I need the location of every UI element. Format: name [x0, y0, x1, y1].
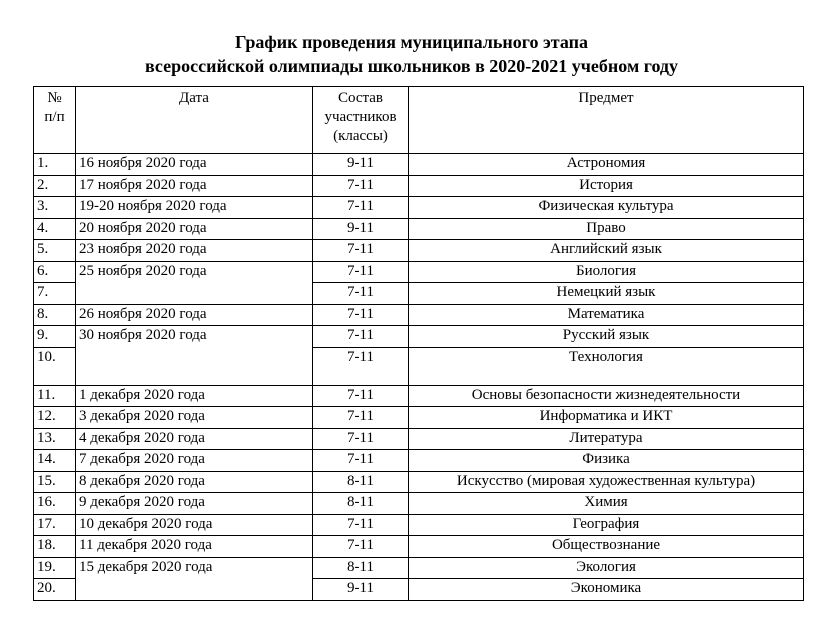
table-row: [34, 385, 804, 407]
row-date: 4 декабря 2020 года: [76, 428, 313, 450]
row-grades: 8-11: [313, 557, 409, 579]
header-subject: Предмет: [409, 87, 804, 154]
table-row: [34, 493, 804, 515]
row-date: 11 декабря 2020 года: [76, 536, 313, 558]
row-grades: 7-11: [313, 536, 409, 558]
row-subject: Основы безопасности жизнедеятельности: [409, 385, 804, 407]
row-subject: Физика: [409, 450, 804, 472]
row-date: 7 декабря 2020 года: [76, 450, 313, 472]
row-date: 9 декабря 2020 года: [76, 493, 313, 515]
document-title: [0, 30, 823, 78]
olympiad-schedule-table: [33, 86, 804, 601]
table-row: [34, 175, 804, 197]
table-row: [34, 304, 804, 326]
row-number: 2.: [34, 175, 76, 197]
row-grades: 8-11: [313, 493, 409, 515]
table-row: [34, 450, 804, 472]
row-grades: 7-11: [313, 197, 409, 219]
header-date: Дата: [76, 87, 313, 154]
row-subject: Литература: [409, 428, 804, 450]
row-grades: 7-11: [313, 175, 409, 197]
row-date: 16 ноября 2020 года: [76, 154, 313, 176]
row-number: 18.: [34, 536, 76, 558]
row-number: 15.: [34, 471, 76, 493]
row-subject: Обществознание: [409, 536, 804, 558]
row-grades: 7-11: [313, 283, 409, 305]
table-row: [34, 154, 804, 176]
title-line-1: График проведения муниципального этапа: [235, 32, 588, 52]
row-number: 5.: [34, 240, 76, 262]
row-grades: 7-11: [313, 450, 409, 472]
row-number: 3.: [34, 197, 76, 219]
table-row: [34, 514, 804, 536]
title-line-2: всероссийской олимпиады школьников в 2020-2021 учебном году: [144, 56, 679, 76]
row-number: 14.: [34, 450, 76, 472]
header-grades: Состав участников (классы): [313, 87, 409, 154]
table-row: [34, 197, 804, 219]
row-number: 17.: [34, 514, 76, 536]
row-subject: Математика: [409, 304, 804, 326]
row-number: 10.: [34, 347, 76, 385]
row-grades: 7-11: [313, 261, 409, 283]
row-subject: Экономика: [409, 579, 804, 601]
table-row: [34, 326, 804, 348]
row-number: 16.: [34, 493, 76, 515]
row-number: 20.: [34, 579, 76, 601]
row-subject: Экология: [409, 557, 804, 579]
row-date: 1 декабря 2020 года: [76, 385, 313, 407]
header-number: [34, 87, 76, 154]
row-subject: Английский язык: [409, 240, 804, 262]
row-number: 19.: [34, 557, 76, 579]
row-subject: Немецкий язык: [409, 283, 804, 305]
row-number: 9.: [34, 326, 76, 348]
row-grades: 8-11: [313, 471, 409, 493]
row-subject: Информатика и ИКТ: [409, 407, 804, 429]
row-grades: 7-11: [313, 304, 409, 326]
table-row: [34, 407, 804, 429]
table-row: [34, 471, 804, 493]
table-row: [34, 428, 804, 450]
row-number: 11.: [34, 385, 76, 407]
row-grades: 7-11: [313, 514, 409, 536]
row-date: 20 ноября 2020 года: [76, 218, 313, 240]
row-date: 26 ноября 2020 года: [76, 304, 313, 326]
row-grades: 9-11: [313, 218, 409, 240]
row-number: 8.: [34, 304, 76, 326]
row-subject: Искусство (мировая художественная культура): [409, 471, 804, 493]
header-number-sign: №: [47, 90, 62, 106]
row-date: 19-20 ноября 2020 года: [76, 197, 313, 219]
row-date: 3 декабря 2020 года: [76, 407, 313, 429]
row-date: 17 ноября 2020 года: [76, 175, 313, 197]
row-number: 6.: [34, 261, 76, 283]
table-row: [34, 557, 804, 579]
row-subject: Физическая культура: [409, 197, 804, 219]
row-grades: 7-11: [313, 428, 409, 450]
table-row: [34, 240, 804, 262]
row-subject: Биология: [409, 261, 804, 283]
table-row: [34, 536, 804, 558]
row-grades: 7-11: [313, 347, 409, 385]
row-grades: 9-11: [313, 154, 409, 176]
row-number: 12.: [34, 407, 76, 429]
row-subject: История: [409, 175, 804, 197]
table-row: [34, 218, 804, 240]
row-number: 7.: [34, 283, 76, 305]
row-grades: 7-11: [313, 240, 409, 262]
row-subject: Технология: [409, 347, 804, 385]
row-subject: География: [409, 514, 804, 536]
row-date: 8 декабря 2020 года: [76, 471, 313, 493]
row-grades: 7-11: [313, 326, 409, 348]
row-subject: Астрономия: [409, 154, 804, 176]
row-grades: 9-11: [313, 579, 409, 601]
row-subject: Химия: [409, 493, 804, 515]
row-subject: Право: [409, 218, 804, 240]
row-subject: Русский язык: [409, 326, 804, 348]
row-grades: 7-11: [313, 407, 409, 429]
table-row: [34, 261, 804, 283]
row-date: 25 ноября 2020 года: [76, 261, 313, 304]
table-header-row: [34, 87, 804, 154]
row-number: 1.: [34, 154, 76, 176]
row-number: 13.: [34, 428, 76, 450]
row-number: 4.: [34, 218, 76, 240]
row-date: 23 ноября 2020 года: [76, 240, 313, 262]
header-number-pp: п/п: [44, 109, 65, 125]
row-date: 10 декабря 2020 года: [76, 514, 313, 536]
row-date: 15 декабря 2020 года: [76, 557, 313, 600]
row-date: 30 ноября 2020 года: [76, 326, 313, 386]
row-grades: 7-11: [313, 385, 409, 407]
